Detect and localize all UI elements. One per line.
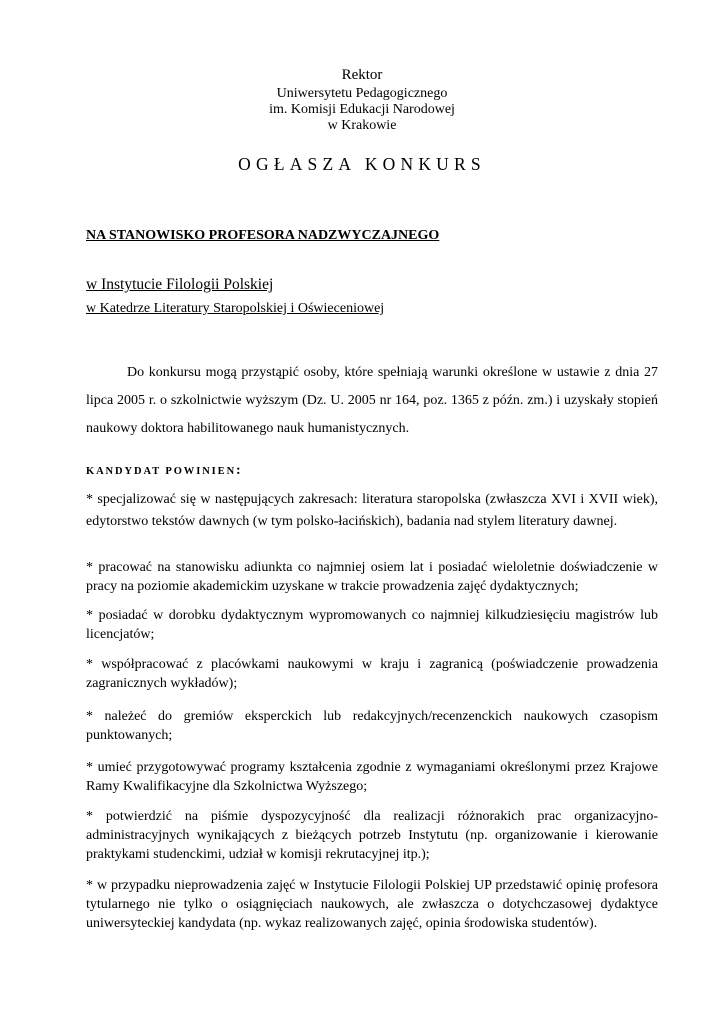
rektor-title: Rektor <box>341 67 383 83</box>
department-name: w Katedrze Literatury Staropolskiej i Oświeceniowej <box>86 301 385 316</box>
requirement-graduates: * posiadać w dorobku dydaktycznym wypromowanych co najmniej kilkudziesięciu magistrów lub licencjatów; <box>86 608 658 642</box>
requirement-professor-opinion: * w przypadku nieprowadzenia zajęć w Instytucie Filologii Polskiej UP przedstawić opinię profesora tytularnego nie tylko o osiągnięciach naukowych, ale zwłaszcza o dotychczasowej dydaktyce uniwersyteckiej kandydata (np. wykaz realizowanych zajęć, opinia środowiska studentów). <box>86 878 658 931</box>
requirement-availability: * potwierdzić na piśmie dyspozycyjność dla realizacji różnorakich prac organizacyjno-administracyjnych wynikających z bieżących potrzeb Instytutu (np. organizowanie i kierowanie praktykami studenckimi, udział w komisji rekrutacyjnej itp.); <box>86 809 658 862</box>
announcement-heading: OGŁASZA KONKURS <box>238 154 486 174</box>
requirement-expert-bodies: * należeć do gremiów eksperckich lub redakcyjnych/recenzenckich naukowych czasopism punktowanych; <box>86 709 658 743</box>
university-city: w Krakowie <box>327 118 397 133</box>
requirement-experience: * pracować na stanowisku adiunkta co najmniej osiem lat i posiadać wieloletnie doświadczenie w pracy na poziomie akademickim uzyskane w trakcie prowadzenia zajęć dydaktycznych; <box>86 560 658 594</box>
position-title: NA STANOWISKO PROFESORA NADZWYCZAJNEGO <box>86 228 440 243</box>
university-name: Uniwersytetu Pedagogicznego <box>276 86 448 101</box>
candidate-heading-colon: : <box>236 463 241 478</box>
candidate-heading <box>86 463 241 479</box>
candidate-heading-text: KANDYDAT POWINIEN <box>86 466 237 477</box>
requirement-specialization: * specjalizować się w następujących zakresach: literatura staropolska (zwłaszcza XVI i XVII wiek), edytorstwo tekstów dawnych (w tym polsko-łacińskich), badania nad stylem literatury dawnej. <box>86 492 658 529</box>
university-patron: im. Komisji Edukacji Narodowej <box>269 102 455 117</box>
requirement-cooperation: * współpracować z placówkami naukowymi w kraju i zagranicą (poświadczenie prowadzenia zagranicznych wykładów); <box>86 657 658 691</box>
institute-name: w Instytucie Filologii Polskiej <box>86 276 274 293</box>
intro-paragraph: Do konkursu mogą przystąpić osoby, które spełniają warunki określone w ustawie z dnia 27 lipca 2005 r. o szkolnictwie wyższym (Dz. U. 2005 nr 164, poz. 1365 z późn. zm.) i uzyskały stopień naukowy doktora habilitowanego nauk humanistycznych. <box>86 365 658 436</box>
requirement-curricula: * umieć przygotowywać programy kształcenia zgodnie z wymaganiami określonymi przez Krajowe Ramy Kwalifikacyjne dla Szkolnictwa Wyższego; <box>86 760 658 794</box>
